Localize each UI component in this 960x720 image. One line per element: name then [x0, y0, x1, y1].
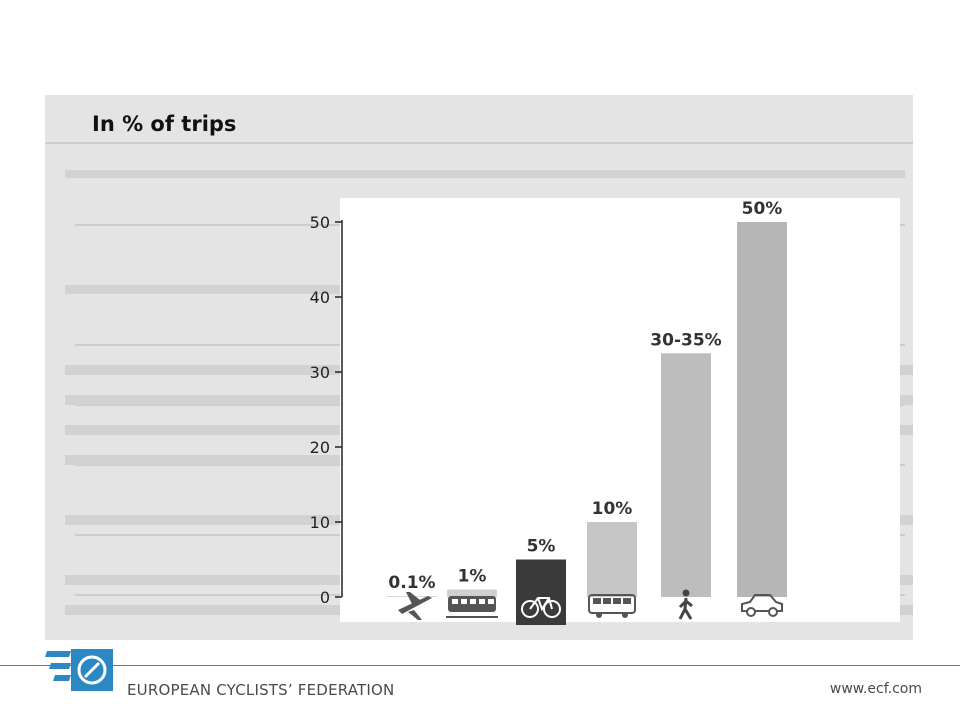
bar-bus: [587, 522, 637, 597]
value-label: 10%: [591, 499, 633, 519]
value-label: 5%: [526, 536, 556, 557]
bar-train: [447, 590, 497, 598]
icon-highlight: [516, 597, 566, 625]
y-tick-label: 10: [309, 513, 330, 532]
bar-bicycle: [516, 560, 566, 598]
y-tick-label: 40: [309, 288, 330, 307]
chart-title: In % of trips: [92, 112, 237, 136]
bar-car: [737, 222, 787, 597]
value-label: 50%: [741, 199, 783, 219]
value-label: 0.1%: [388, 573, 436, 593]
ecf-logo-icon: [45, 647, 117, 695]
y-tick-label: 30: [309, 363, 330, 382]
value-label: 1%: [457, 566, 487, 587]
website-link[interactable]: www.ecf.com: [829, 681, 922, 697]
organization-name: EUROPEAN CYCLISTS’ FEDERATION: [127, 681, 395, 699]
value-label: 30-35%: [650, 330, 722, 351]
bar-pedestrian: [661, 353, 711, 597]
y-tick-label: 0: [319, 588, 330, 607]
y-tick-label: 20: [309, 438, 330, 457]
y-axis: [310, 213, 342, 607]
footer-divider: [0, 665, 960, 666]
y-tick-label: 50: [309, 213, 330, 232]
